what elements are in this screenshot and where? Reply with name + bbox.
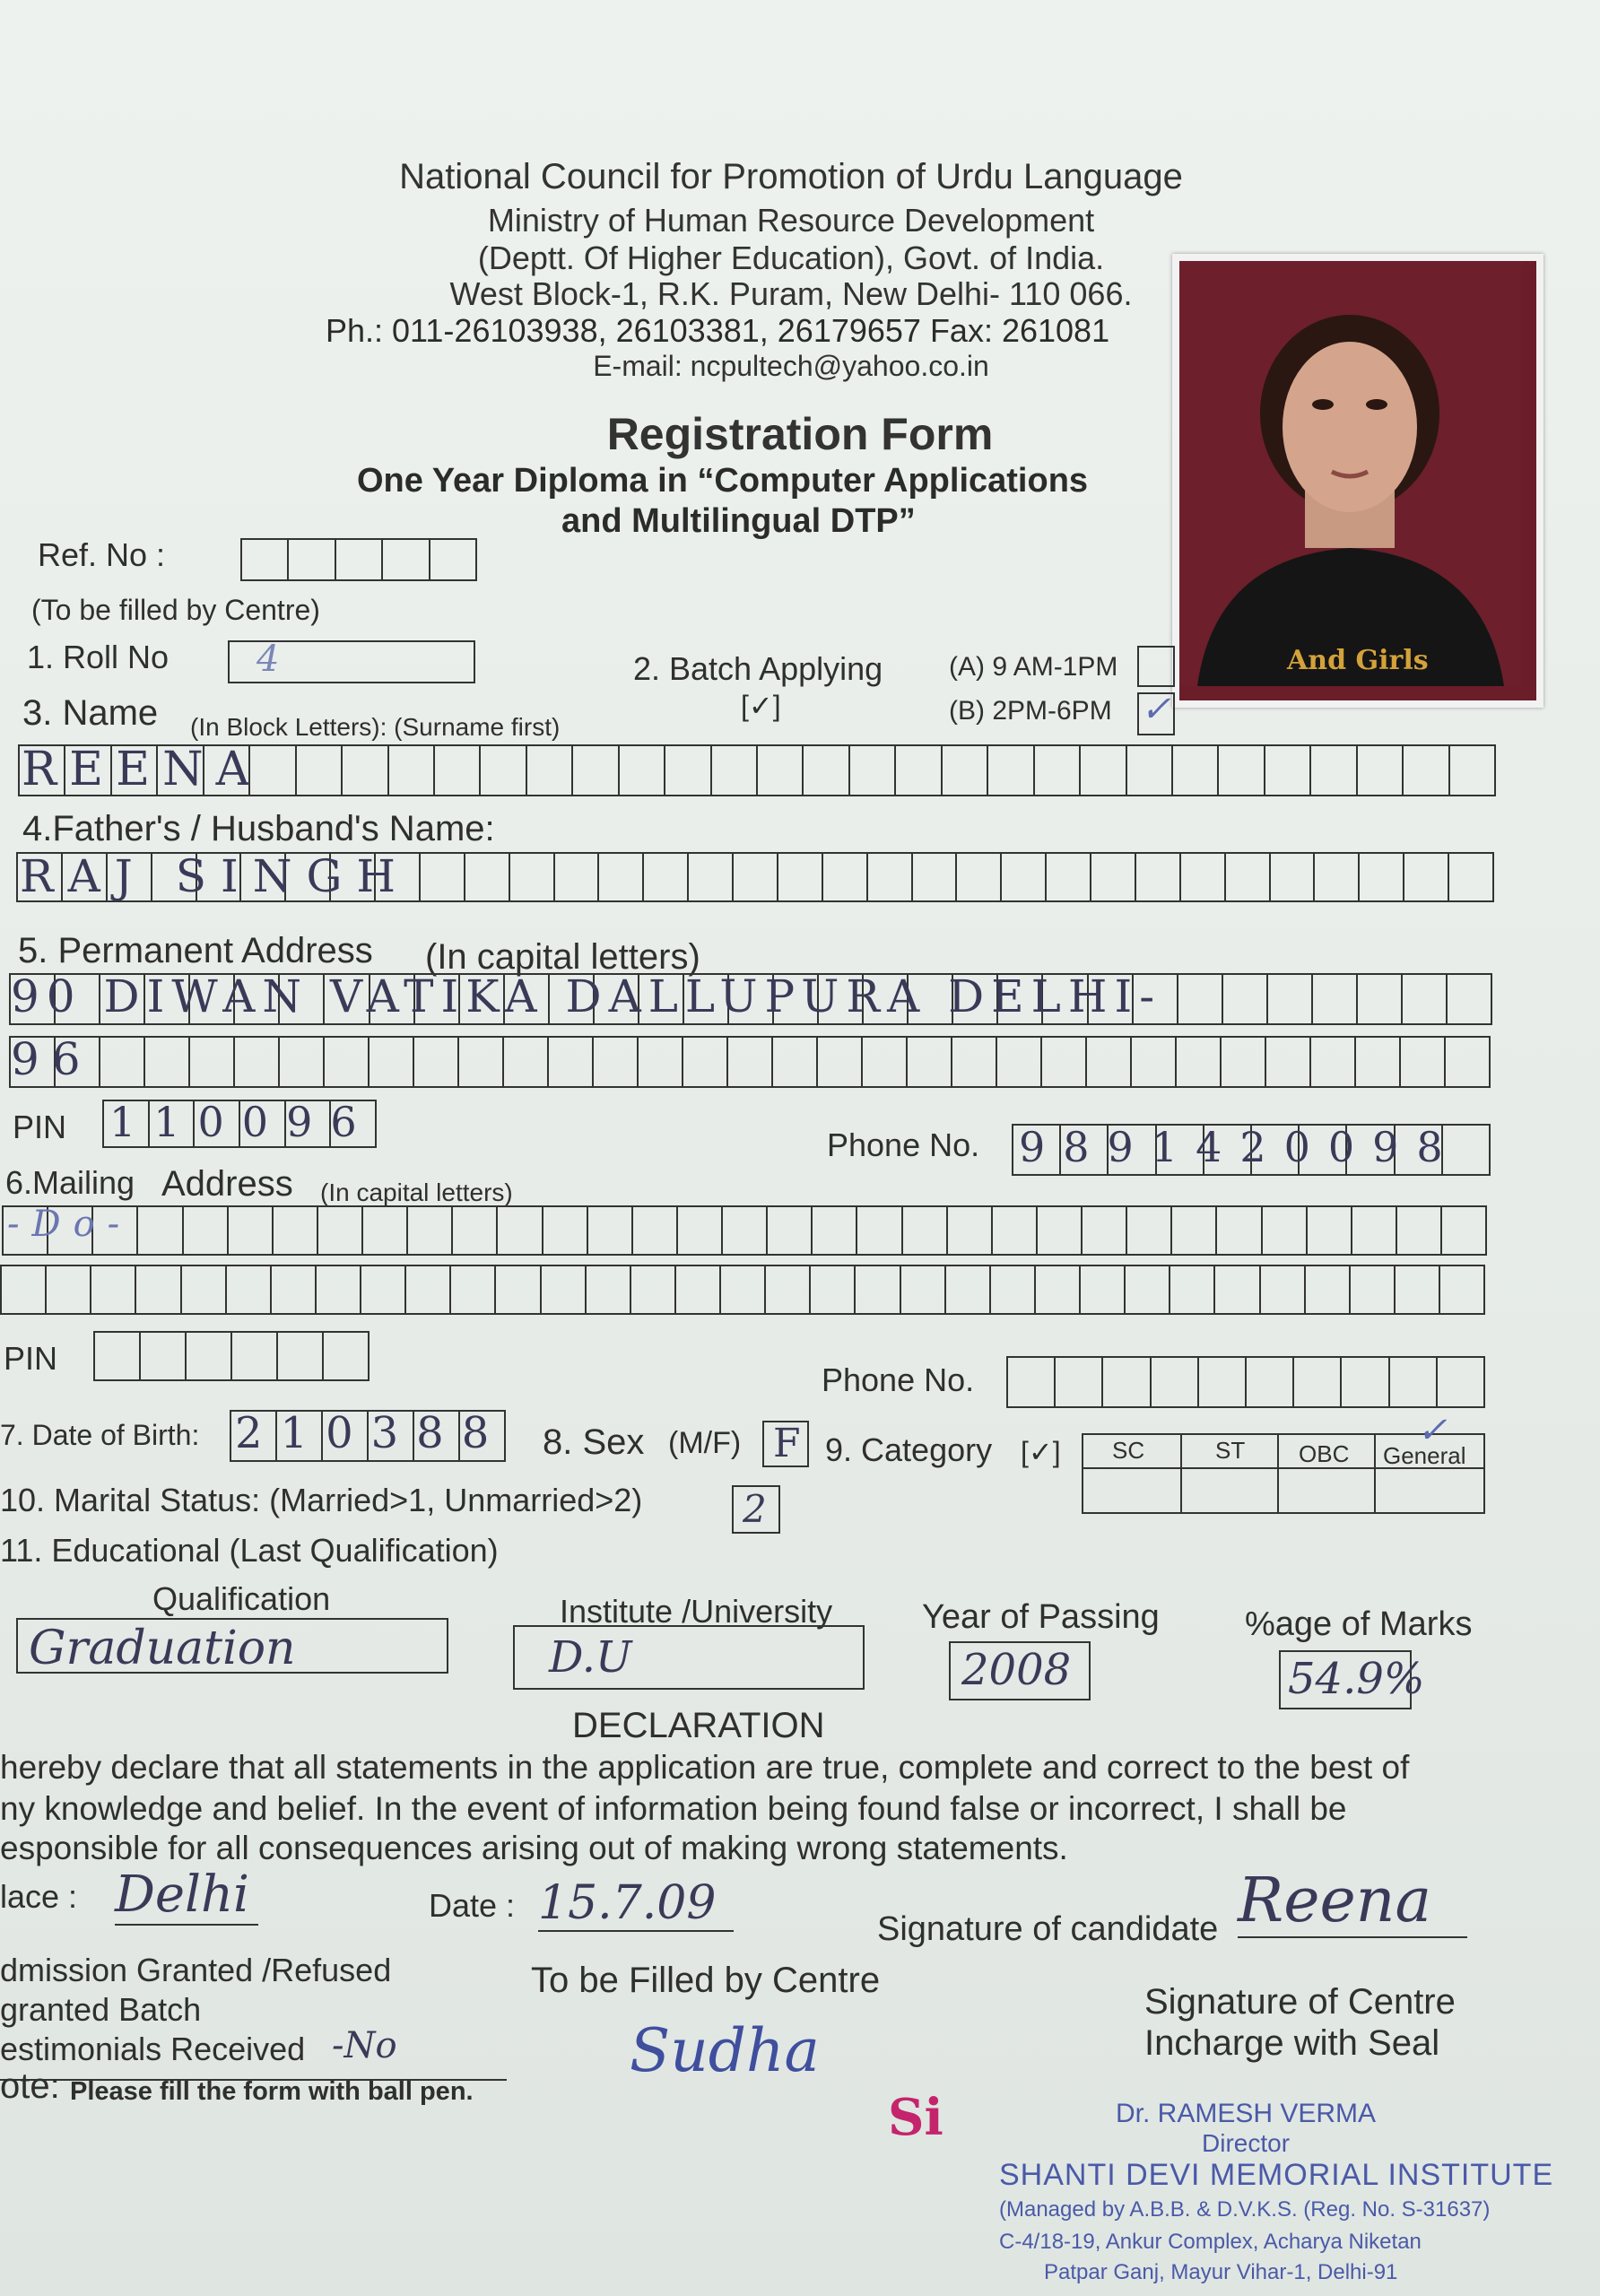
mailing-line2-boxes[interactable] xyxy=(0,1265,1485,1315)
batch-mark: [✓] xyxy=(741,690,781,722)
qualification-value: Graduation xyxy=(29,1622,296,1675)
shirt-print: And Girls xyxy=(1287,645,1429,676)
ref-no-label: Ref. No : xyxy=(38,536,166,573)
applicant-photo xyxy=(1172,254,1543,708)
org-address: West Block-1, R.K. Puram, New Delhi- 110 066. xyxy=(449,275,1133,312)
incharge-signature-label: Signature of Centre xyxy=(1144,1982,1456,2022)
marital-field[interactable] xyxy=(732,1485,780,1534)
declaration-line-3: esponsible for all consequences arising out of making wrong statements. xyxy=(0,1830,1068,1866)
batch-a-checkbox[interactable] xyxy=(1137,646,1175,687)
org-email: E-mail: ncpultech@yahoo.co.in xyxy=(593,350,989,382)
phone-value: 9891420098 xyxy=(1019,1123,1461,1171)
stamp-title: Director xyxy=(1202,2129,1291,2157)
mailing-label-2: Address xyxy=(161,1164,293,1204)
mailing-value: -Do- xyxy=(7,1204,133,1245)
mailing-label: 6.Mailing xyxy=(5,1164,135,1201)
centre-label: To be Filled by Centre xyxy=(531,1961,881,2000)
sex-value: F xyxy=(773,1421,801,1466)
institute-value: D.U xyxy=(549,1632,632,1683)
initials-mark: Si xyxy=(888,2088,943,2147)
org-phone: Ph.: 011-26103938, 26103381, 26179657 Fax: 261081 xyxy=(326,312,1110,349)
father-name-value: RAJ SINGH xyxy=(20,850,410,902)
marital-label: 10. Marital Status: (Married>1, Unmarried>2) xyxy=(0,1482,643,1518)
category-col-divider-1 xyxy=(1180,1433,1182,1514)
marital-value: 2 xyxy=(743,1487,767,1531)
batch-label: 2. Batch Applying xyxy=(633,650,883,687)
pin2-boxes[interactable] xyxy=(93,1331,370,1381)
marks-header: %age of Marks xyxy=(1245,1605,1473,1643)
name-value: REENA xyxy=(22,743,263,796)
testimonials-value: -No xyxy=(332,2025,397,2066)
phone2-label: Phone No. xyxy=(822,1361,975,1398)
dob-label: 7. Date of Birth: xyxy=(0,1419,200,1451)
education-label: 11. Educational (Last Qualification) xyxy=(0,1532,499,1569)
qualification-header: Qualification xyxy=(152,1580,331,1617)
admission-status: dmission Granted /Refused xyxy=(0,1952,392,1988)
stamp-address-1: C-4/18-19, Ankur Complex, Acharya Niketan xyxy=(999,2230,1422,2254)
batch-b-checkbox[interactable] xyxy=(1137,689,1175,735)
father-name-label: 4.Father's / Husband's Name: xyxy=(22,809,495,848)
note-text: Please fill the form with ball pen. xyxy=(70,2077,474,2106)
category-col-divider-3 xyxy=(1374,1433,1376,1514)
org-name: National Council for Promotion of Urdu Language xyxy=(399,157,1183,196)
roll-no-value: 4 xyxy=(257,639,280,680)
address-label: 5. Permanent Address xyxy=(18,931,373,970)
testimonials-label: estimonials Received xyxy=(0,2031,306,2067)
department: (Deptt. Of Higher Education), Govt. of India. xyxy=(477,239,1105,276)
year-header: Year of Passing xyxy=(922,1598,1160,1636)
ministry-name: Ministry of Human Resource Development xyxy=(487,202,1095,239)
mailing-note: (In capital letters) xyxy=(320,1178,513,1206)
date-value[interactable]: 15.7.09 xyxy=(538,1876,734,1932)
form-subtitle-2: and Multilingual DTP” xyxy=(561,502,916,540)
sex-note: (M/F) xyxy=(668,1426,742,1460)
category-general[interactable]: General xyxy=(1383,1442,1466,1469)
phone-label: Phone No. xyxy=(827,1126,980,1163)
category-label: 9. Category xyxy=(825,1431,993,1468)
marks-value: 54.9% xyxy=(1288,1654,1425,1704)
batch-option-a: (A) 9 AM-1PM xyxy=(949,652,1118,682)
incharge-signature-label-2: Incharge with Seal xyxy=(1144,2023,1440,2063)
date-label: Date : xyxy=(429,1887,516,1924)
form-subtitle: One Year Diploma in “Computer Applications xyxy=(357,462,1089,500)
pin-value: 110096 xyxy=(109,1098,375,1146)
roll-no-field[interactable] xyxy=(228,640,475,683)
stamp-managed: (Managed by A.B.B. & D.V.K.S. (Reg. No. S-31637) xyxy=(999,2197,1491,2222)
declaration-heading: DECLARATION xyxy=(572,1706,825,1745)
granted-batch: granted Batch xyxy=(0,1991,202,2028)
place-value[interactable]: Delhi xyxy=(115,1866,258,1926)
batch-option-b: (B) 2PM-6PM xyxy=(949,696,1112,726)
form-title: Registration Form xyxy=(606,409,994,459)
phone2-boxes[interactable] xyxy=(1006,1356,1485,1408)
stamp-institute: SHANTI DEVI MEMORIAL INSTITUTE xyxy=(999,2158,1554,2192)
portrait-image xyxy=(1179,261,1522,686)
category-general-tick: ✓ xyxy=(1417,1410,1448,1451)
name-note: (In Block Letters): (Surname first) xyxy=(190,713,561,741)
note-label: ote: xyxy=(0,2066,60,2106)
roll-no-label: 1. Roll No xyxy=(27,639,170,675)
stamp-name: Dr. RAMESH VERMA xyxy=(1116,2099,1377,2128)
ref-no-note: (To be filled by Centre) xyxy=(31,594,320,626)
name-label: 3. Name xyxy=(22,693,159,733)
batch-b-tick: ✓ xyxy=(1141,689,1171,730)
sex-label: 8. Sex xyxy=(543,1422,645,1462)
institute-header: Institute /University xyxy=(560,1593,833,1630)
category-mark: [✓] xyxy=(1021,1436,1061,1468)
mailing-line1-boxes[interactable] xyxy=(2,1205,1487,1256)
declaration-line-1: hereby declare that all statements in the application are true, complete and correct to the best of xyxy=(0,1749,1410,1786)
category-obc[interactable]: OBC xyxy=(1299,1440,1350,1467)
declaration-line-2: ny knowledge and belief. In the event of information being found false or incorrect, I shall be xyxy=(0,1790,1347,1827)
pin-label: PIN xyxy=(13,1109,67,1145)
category-col-divider-2 xyxy=(1277,1433,1279,1514)
centre-signature: Sudha xyxy=(630,2016,820,2085)
address-line1-value: 90 DIWAN VATIKA DALLUPURA DELHI- xyxy=(11,970,1162,1022)
year-value: 2008 xyxy=(961,1645,1072,1695)
address-line2-boxes[interactable] xyxy=(9,1036,1491,1088)
dob-value: 210388 xyxy=(235,1408,508,1458)
category-st[interactable]: ST xyxy=(1215,1437,1246,1464)
ref-no-boxes[interactable] xyxy=(240,538,477,581)
place-label: lace : xyxy=(0,1878,78,1915)
stamp-address-2: Patpar Ganj, Mayur Vihar-1, Delhi-91 xyxy=(1044,2260,1398,2284)
category-sc[interactable]: SC xyxy=(1112,1437,1145,1464)
candidate-signature[interactable]: Reena xyxy=(1238,1866,1467,1938)
sex-field[interactable] xyxy=(762,1421,809,1467)
address-line2-value: 96 xyxy=(11,1033,93,1085)
address-note: (In capital letters) xyxy=(425,937,700,977)
pin2-label: PIN xyxy=(4,1340,58,1377)
signature-label: Signature of candidate xyxy=(877,1910,1219,1948)
